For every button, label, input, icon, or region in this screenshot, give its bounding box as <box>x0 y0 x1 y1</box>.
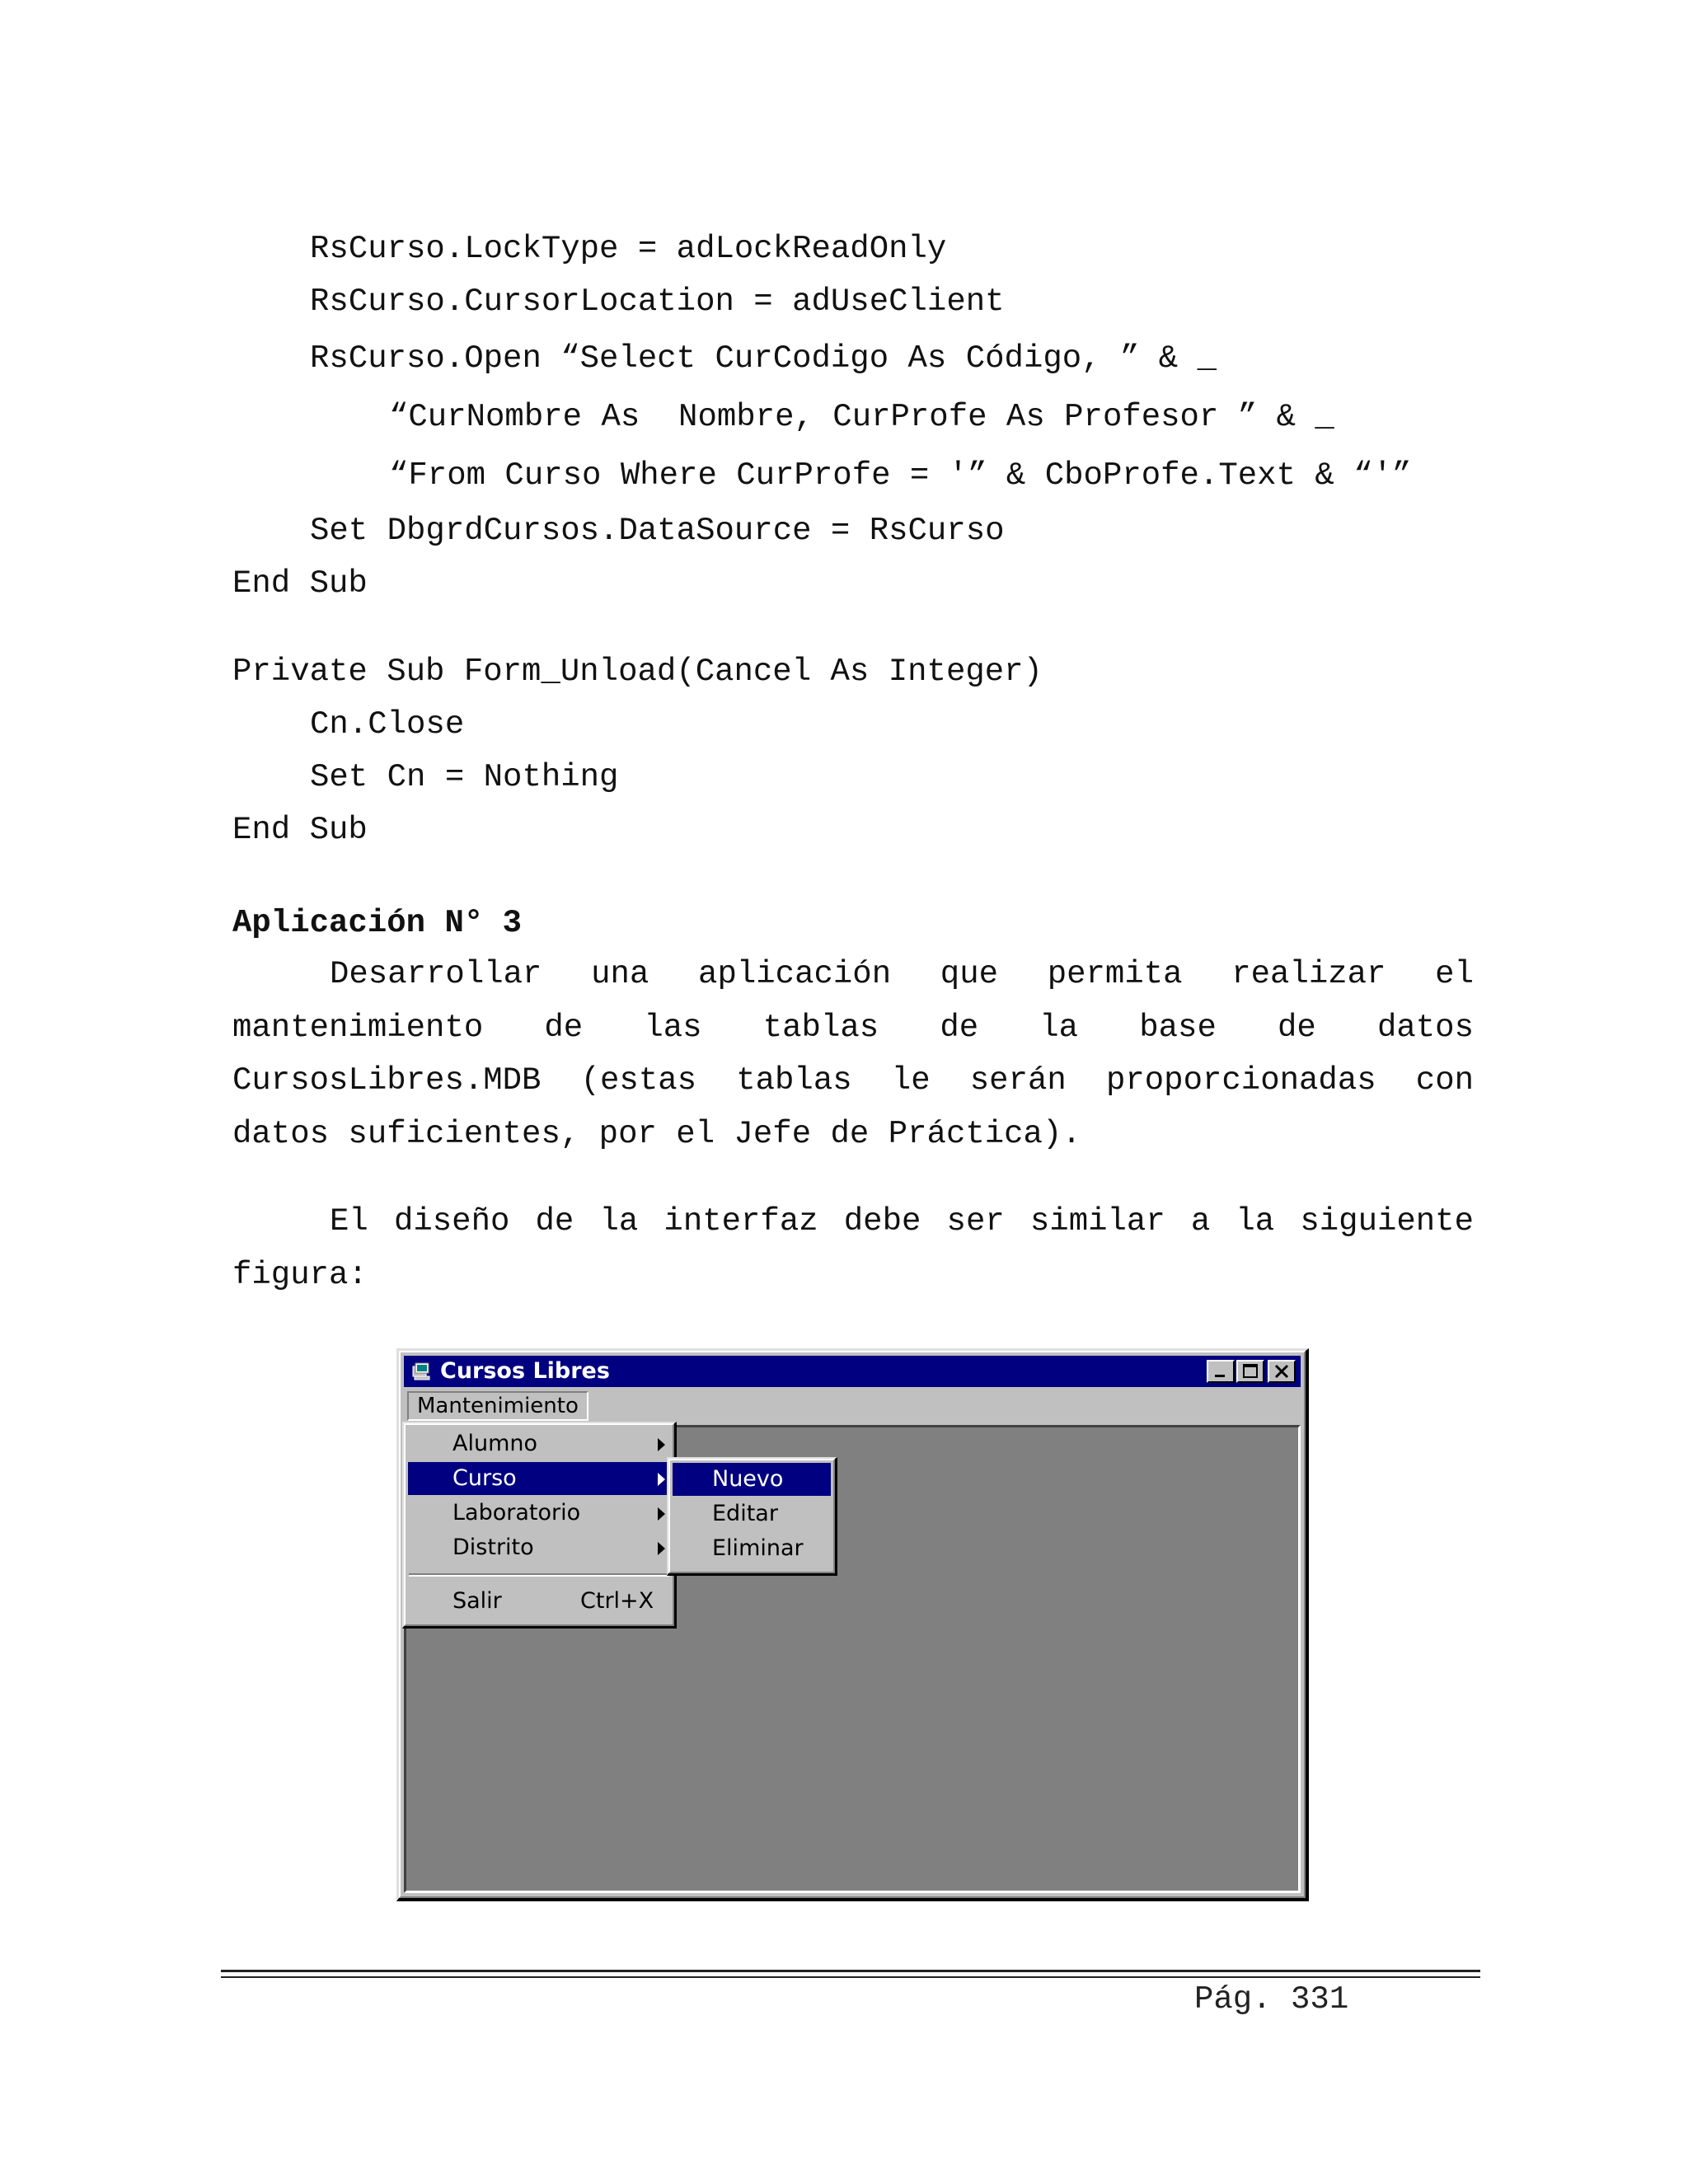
menu-item-label: Nuevo <box>712 1466 784 1492</box>
submenu-arrow-icon <box>658 1542 665 1555</box>
paragraph-line: mantenimiento de las tablas de la base de datos <box>232 1009 1474 1046</box>
paragraph <box>232 1195 1474 1301</box>
menu-item-label: Curso <box>452 1465 517 1491</box>
code-line: End Sub <box>232 565 368 602</box>
menu-item-label: Editar <box>712 1501 778 1526</box>
submenu-item-eliminar[interactable] <box>673 1532 831 1565</box>
maximize-button[interactable] <box>1236 1360 1264 1383</box>
menu-item-label: Distrito <box>452 1535 534 1560</box>
menu-item-alumno[interactable] <box>408 1427 670 1460</box>
paragraph-line: El diseño de la interfaz debe ser similar a la siguiente <box>330 1203 1474 1240</box>
code-line: RsCurso.Open “Select CurCodigo As Código, ” & _ <box>310 340 1217 377</box>
code-line: RsCurso.LockType = adLockReadOnly <box>310 231 947 267</box>
code-line: Set DbgrdCursos.DataSource = RsCurso <box>310 513 1005 549</box>
submenu <box>667 1457 837 1576</box>
maximize-icon <box>1238 1361 1263 1381</box>
menu-item-label: Eliminar <box>712 1535 804 1561</box>
code-line: Cn.Close <box>310 706 465 743</box>
window-title: Cursos Libres <box>440 1358 610 1384</box>
dropdown-menu <box>402 1422 677 1629</box>
menu-item-label: Laboratorio <box>452 1500 581 1526</box>
submenu-arrow-icon <box>658 1473 665 1486</box>
page-number: Pág. 331 <box>1194 1981 1349 2018</box>
submenu-arrow-icon <box>658 1507 665 1521</box>
section-heading: Aplicación N° 3 <box>232 905 523 941</box>
menu-bar <box>404 1390 1301 1422</box>
minimize-button[interactable] <box>1207 1360 1235 1383</box>
code-line: “From Curso Where CurProfe = '” & CboProfe.Text & “'” <box>389 457 1412 494</box>
paragraph-line: datos suficientes, por el Jefe de Práctica). <box>232 1115 1081 1152</box>
menu-mantenimiento[interactable]: Mantenimiento <box>407 1391 588 1421</box>
submenu-item-nuevo[interactable] <box>673 1463 831 1496</box>
close-button[interactable] <box>1268 1360 1296 1383</box>
footer-rule <box>221 1976 1480 1978</box>
menu-item-label: Alumno <box>452 1431 538 1456</box>
menu-item-shortcut: Ctrl+X <box>580 1588 654 1614</box>
code-line: RsCurso.CursorLocation = adUseClient <box>310 284 1005 320</box>
paragraph-line: figura: <box>232 1256 368 1293</box>
paragraph-line: CursosLibres.MDB (estas tablas le serán proporcionadas con <box>232 1062 1474 1099</box>
submenu-item-editar[interactable] <box>673 1497 831 1530</box>
submenu-arrow-icon <box>658 1438 665 1451</box>
minimize-icon <box>1208 1361 1233 1381</box>
title-bar[interactable] <box>404 1356 1301 1387</box>
code-line: Set Cn = Nothing <box>310 759 619 795</box>
menu-item-salir[interactable] <box>408 1585 670 1618</box>
paragraph <box>232 948 1474 1160</box>
menu-separator <box>409 1573 669 1577</box>
code-line: “CurNombre As Nombre, CurProfe As Profesor ” & _ <box>389 399 1334 435</box>
menu-item-curso[interactable] <box>408 1462 670 1495</box>
menu-item-distrito[interactable] <box>408 1531 670 1564</box>
close-icon <box>1269 1361 1294 1381</box>
code-line: End Sub <box>232 812 368 848</box>
code-line: Private Sub Form_Unload(Cancel As Integer) <box>232 654 1043 690</box>
menu-item-laboratorio[interactable] <box>408 1497 670 1530</box>
menu-item-label: Salir <box>452 1588 502 1614</box>
footer-rule <box>221 1970 1480 1972</box>
app-icon <box>410 1360 434 1383</box>
paragraph-line: Desarrollar una aplicación que permita realizar el <box>330 956 1474 992</box>
